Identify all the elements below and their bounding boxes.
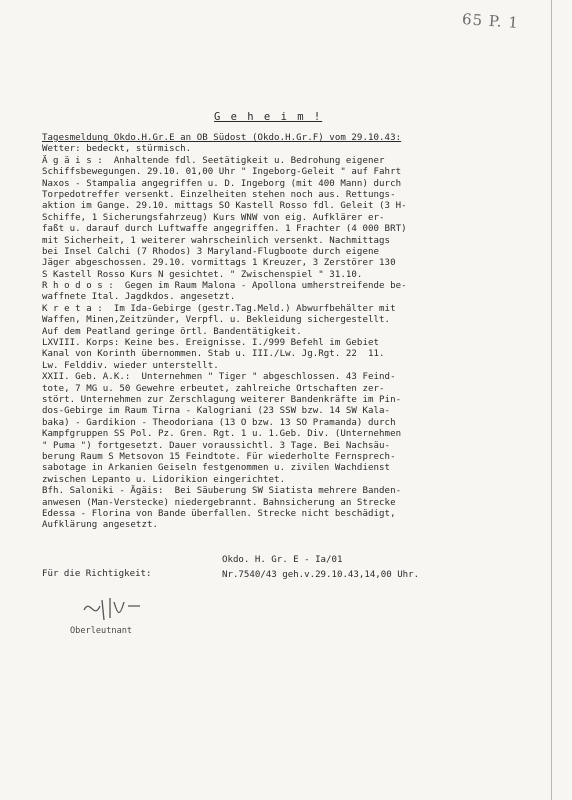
- report-line: Wetter: bedeckt, stürmisch.: [42, 144, 192, 155]
- report-line: dos-Gebirge im Raum Tirna - Kalogriani (23 SSW bzw. 14 SW Kala-: [42, 406, 391, 417]
- report-line: Aufklärung angesetzt.: [42, 520, 159, 531]
- report-line: Waffen, Minen,Zeitzünder, Verpfl. u. Bekleidung sichergestellt.: [42, 315, 391, 326]
- report-line: K r e t a : Im Ida-Gebirge (gestr.Tag.Meld.) Abwurfbehälter mit: [42, 303, 396, 314]
- report-line: Naxos - Stampalia angegriffen u. D. Ingeborg (mit 400 Mann) durch: [42, 178, 402, 189]
- report-line: " Puma ") fortgesetzt. Dauer voraussichtl. 3 Tage. Bei Nachsäu-: [42, 440, 391, 451]
- handwritten-page-number: 65 P. 1: [461, 10, 520, 32]
- report-line: anwesen (Man-Verstecke) niedergebrannt. Bahnsicherung an Strecke: [42, 497, 396, 508]
- certification-line: Für die Richtigkeit:: [42, 569, 152, 579]
- report-line: mit Sicherheit, 1 weiterer wahrscheinlich versenkt. Nachmittags: [42, 235, 391, 246]
- report-line: faßt u. darauf durch Luftwaffe angegriffen. 1 Frachter (4 000 BRT): [42, 224, 407, 235]
- report-line: R h o d o s : Gegen im Raum Malona - Apollona umherstreifende be-: [42, 281, 407, 292]
- reference-number: Nr.7540/43 geh.v.29.10.43,14,00 Uhr.: [222, 570, 420, 580]
- page-edge-line: [551, 0, 552, 800]
- report-line: berung Raum S Metsovon 15 Feindtote. Für wiederholte Fernsprech-: [42, 451, 396, 462]
- report-line: Edessa - Florina von Bande überfallen. Strecke nicht beschädigt,: [42, 508, 396, 519]
- report-line: tote, 7 MG u. 50 Gewehre erbeutet, zahlreiche Ortschaften zer-: [42, 383, 385, 394]
- document-title: G e h e i m !: [214, 111, 323, 123]
- report-line: Lw. Felddiv. wieder unterstellt.: [42, 360, 219, 371]
- report-line: Schiffsbewegungen. 29.10. 01,00 Uhr " Ingeborg-Geleit " auf Fahrt: [42, 167, 402, 178]
- report-line: Bfh. Saloniki - Ägäis: Bei Säuberung SW Siatista mehrere Banden-: [42, 486, 402, 497]
- report-line: LXVIII. Korps: Keine bes. Ereignisse. I./999 Befehl im Gebiet: [42, 338, 380, 349]
- report-line: stört. Unternehmen zur Zerschlagung weiterer Bandenkräfte im Pin-: [42, 394, 402, 405]
- report-line: Kampfgruppen SS Pol. Pz. Gren. Rgt. 1 u. 1.Geb. Div. (Unternehmen: [42, 429, 402, 440]
- report-line: baka) - Gardikion - Theodoriana (13 O bzw. 13 SO Pramanda) durch: [42, 417, 396, 428]
- report-line: sabotage in Arkanien Geiseln festgenommen u. zivilen Wachdienst: [42, 463, 391, 474]
- report-line: aktion im Gange. 29.10. mittags SO Kastell Rosso fdl. Geleit (3 H-: [42, 201, 407, 212]
- report-line: Auf dem Peatland geringe örtl. Bandentätigkeit.: [42, 326, 302, 337]
- report-body: [42, 133, 522, 532]
- report-line: Jäger abgeschossen. 29.10. vormittags 1 Kreuzer, 3 Zerstörer 130: [42, 258, 396, 269]
- report-line: Ä g ä i s : Anhaltende fdl. Seetätigkeit u. Bedrohung eigener: [42, 155, 385, 166]
- report-line: Tagesmeldung Okdo.H.Gr.E an OB Südost (Okdo.H.Gr.F) vom 29.10.43:: [42, 133, 402, 143]
- handwritten-signature-icon: [80, 592, 150, 624]
- report-line: XXII. Geb. A.K.: Unternehmen " Tiger " abgeschlossen. 43 Feind-: [42, 372, 396, 383]
- report-line: zwischen Lepanto u. Lidorikion eingerichtet.: [42, 474, 286, 485]
- report-line: Torpedotreffer versenkt. Einzelheiten stehen noch aus. Rettungs-: [42, 189, 396, 200]
- signatory-rank: Oberleutnant: [70, 626, 133, 636]
- report-line: waffnete Ital. Jagdkdos. angesetzt.: [42, 292, 236, 303]
- report-line: bei Insel Calchi (7 Rhodos) 3 Maryland-Flugboote durch eigene: [42, 246, 380, 257]
- signature-block: [222, 553, 419, 583]
- report-line: S Kastell Rosso Kurs N gesichtet. " Zwischenspiel " 31.10.: [42, 269, 363, 280]
- issuing-office: Okdo. H. Gr. E - Ia/01: [222, 555, 343, 565]
- report-line: Kanal von Korinth übernommen. Stab u. III./Lw. Jg.Rgt. 22 11.: [42, 349, 385, 360]
- report-line: Schiffe, 1 Sicherungsfahrzeug) Kurs WNW von eig. Aufklärer er-: [42, 212, 385, 223]
